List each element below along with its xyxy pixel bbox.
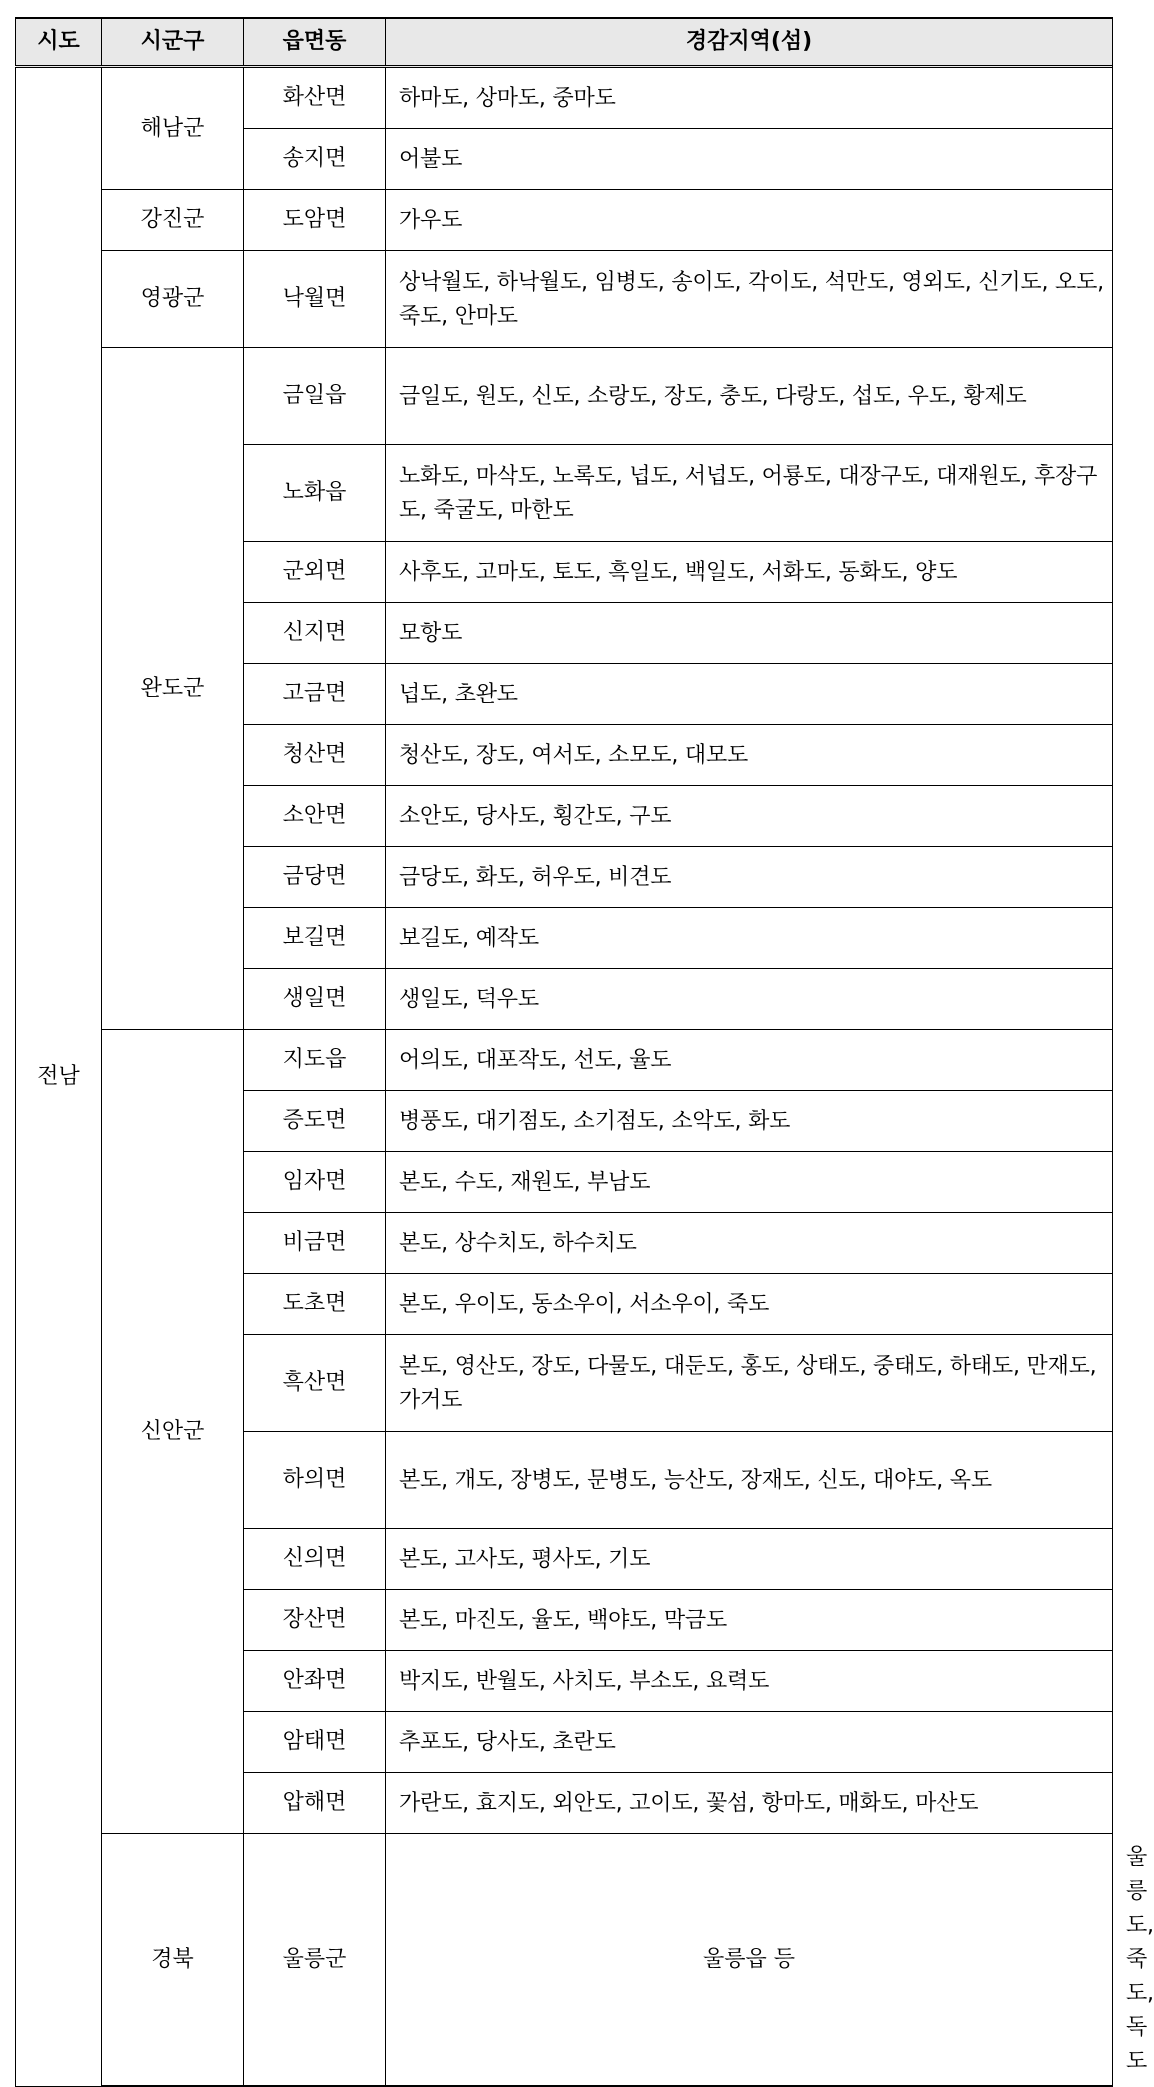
- islands-cell: 어불도: [386, 129, 1113, 190]
- sigungu-cell: 완도군: [102, 348, 244, 1030]
- islands-cell: 상낙월도, 하낙월도, 임병도, 송이도, 각이도, 석만도, 영외도, 신기도, 오도, 죽도, 안마도: [386, 251, 1113, 348]
- table-row: [16, 67, 1113, 129]
- dong-cell: 금당면: [244, 847, 386, 908]
- islands-cell: 박지도, 반월도, 사치도, 부소도, 요력도: [386, 1651, 1113, 1712]
- dong-cell: 도초면: [244, 1274, 386, 1335]
- sido-cell-gyeongbuk: 경북: [102, 1834, 244, 2087]
- dong-cell: 송지면: [244, 129, 386, 190]
- header-sido: 시도: [16, 18, 102, 67]
- islands-cell: 가란도, 효지도, 외안도, 고이도, 꽃섬, 항마도, 매화도, 마산도: [386, 1773, 1113, 1834]
- dong-cell: 하의면: [244, 1432, 386, 1529]
- table-row: [16, 190, 1113, 251]
- header-row: [16, 18, 1113, 67]
- island-table: [15, 17, 1154, 2087]
- islands-cell: 금당도, 화도, 허우도, 비견도: [386, 847, 1113, 908]
- islands-cell: 청산도, 장도, 여서도, 소모도, 대모도: [386, 725, 1113, 786]
- dong-cell: 안좌면: [244, 1651, 386, 1712]
- dong-cell: 소안면: [244, 786, 386, 847]
- islands-cell: 하마도, 상마도, 중마도: [386, 67, 1113, 129]
- islands-cell: 본도, 개도, 장병도, 문병도, 능산도, 장재도, 신도, 대야도, 옥도: [386, 1432, 1113, 1529]
- islands-cell: 본도, 수도, 재원도, 부남도: [386, 1152, 1113, 1213]
- table-row: [16, 348, 1113, 445]
- islands-cell: 추포도, 당사도, 초란도: [386, 1712, 1113, 1773]
- islands-cell: 어의도, 대포작도, 선도, 율도: [386, 1030, 1113, 1091]
- dong-cell: 증도면: [244, 1091, 386, 1152]
- islands-cell: 본도, 영산도, 장도, 다물도, 대둔도, 홍도, 상태도, 중태도, 하태도, 만재도, 가거도: [386, 1335, 1113, 1432]
- dong-cell: 신지면: [244, 603, 386, 664]
- islands-cell: 소안도, 당사도, 횡간도, 구도: [386, 786, 1113, 847]
- dong-cell: 압해면: [244, 1773, 386, 1834]
- table-row: [16, 251, 1113, 348]
- sigungu-cell: 울릉군: [244, 1834, 386, 2087]
- sigungu-cell: 영광군: [102, 251, 244, 348]
- header-islands: 경감지역(섬): [386, 18, 1113, 67]
- dong-cell: 보길면: [244, 908, 386, 969]
- dong-cell: 장산면: [244, 1590, 386, 1651]
- header-eupmyeondong: 읍면동: [244, 18, 386, 67]
- islands-cell: 병풍도, 대기점도, 소기점도, 소악도, 화도: [386, 1091, 1113, 1152]
- islands-cell: 가우도: [386, 190, 1113, 251]
- dong-cell: 지도읍: [244, 1030, 386, 1091]
- sigungu-cell: 해남군: [102, 67, 244, 190]
- dong-cell: 임자면: [244, 1152, 386, 1213]
- islands-cell: 모항도: [386, 603, 1113, 664]
- table-row: [16, 1030, 1113, 1091]
- sigungu-cell: 신안군: [102, 1030, 244, 1834]
- islands-cell: 노화도, 마삭도, 노록도, 넙도, 서넙도, 어룡도, 대장구도, 대재원도, 후장구도, 죽굴도, 마한도: [386, 445, 1113, 542]
- islands-cell: 본도, 고사도, 평사도, 기도: [386, 1529, 1113, 1590]
- islands-cell: 금일도, 원도, 신도, 소랑도, 장도, 충도, 다랑도, 섭도, 우도, 황제도: [386, 348, 1113, 445]
- table-row: 경북 울릉군 울릉읍 등 울릉도, 죽도, 독도: [16, 1834, 1113, 2087]
- dong-cell: 화산면: [244, 67, 386, 129]
- dong-cell: 군외면: [244, 542, 386, 603]
- dong-cell: 흑산면: [244, 1335, 386, 1432]
- dong-cell: 암태면: [244, 1712, 386, 1773]
- islands-cell: 본도, 마진도, 율도, 백야도, 막금도: [386, 1590, 1113, 1651]
- sigungu-cell: 강진군: [102, 190, 244, 251]
- header-sigungu: 시군구: [102, 18, 244, 67]
- dong-cell: 고금면: [244, 664, 386, 725]
- dong-cell: 신의면: [244, 1529, 386, 1590]
- dong-cell: 청산면: [244, 725, 386, 786]
- sido-cell-jeonnam: 전남: [16, 67, 102, 2087]
- dong-cell: 낙월면: [244, 251, 386, 348]
- islands-cell: 사후도, 고마도, 토도, 흑일도, 백일도, 서화도, 동화도, 양도: [386, 542, 1113, 603]
- islands-cell: 생일도, 덕우도: [386, 969, 1113, 1030]
- islands-cell: 본도, 우이도, 동소우이, 서소우이, 죽도: [386, 1274, 1113, 1335]
- dong-cell: 도암면: [244, 190, 386, 251]
- dong-cell: 생일면: [244, 969, 386, 1030]
- islands-cell: 넙도, 초완도: [386, 664, 1113, 725]
- islands-cell: 보길도, 예작도: [386, 908, 1113, 969]
- dong-cell: 울릉읍 등: [386, 1834, 1113, 2087]
- dong-cell: 노화읍: [244, 445, 386, 542]
- islands-cell: 본도, 상수치도, 하수치도: [386, 1213, 1113, 1274]
- dong-cell: 비금면: [244, 1213, 386, 1274]
- dong-cell: 금일읍: [244, 348, 386, 445]
